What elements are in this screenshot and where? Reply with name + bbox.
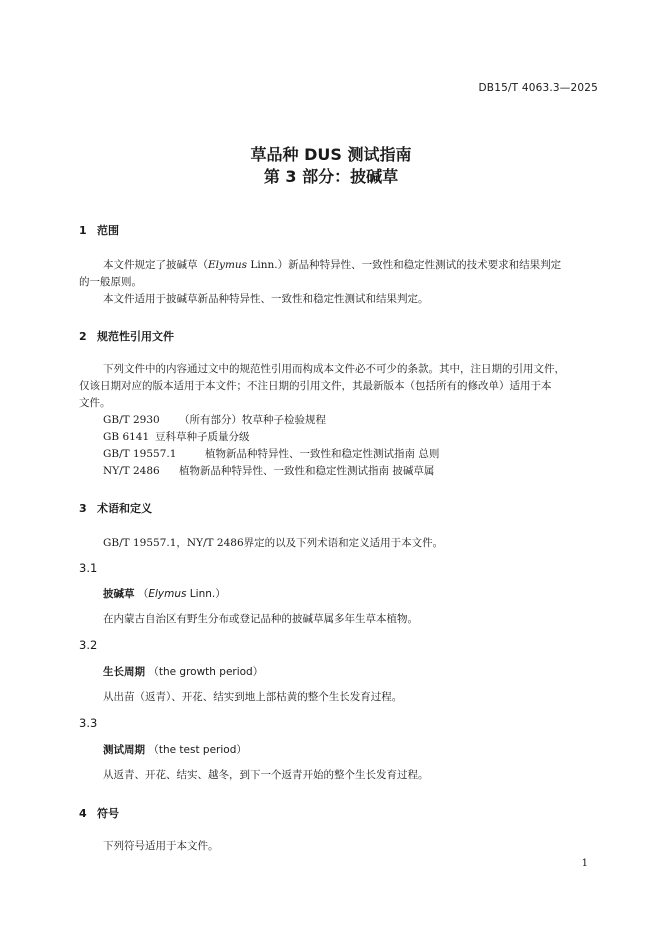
term-entry (103, 664, 263, 679)
latin-name: Elymus (148, 588, 187, 600)
term-entry (103, 586, 226, 601)
term-definition: 从返青、开花、结实、越冬，到下一个返青开始的整个生长发育过程。 (103, 769, 429, 781)
reference-code: NY/T 2486 (103, 465, 160, 477)
section-title: 术语和定义 (97, 502, 152, 515)
section-heading-normative-references (79, 328, 174, 344)
subclause-number: 3.2 (79, 638, 98, 652)
text-run: Linn.）新品种特异性、一致性和稳定性测试的技术要求和结果判定 (247, 259, 562, 271)
reference-title: 豆科草种子质量分级 (155, 431, 250, 443)
paragraph (103, 257, 561, 274)
document-code: DB15/T 4063.3—2025 (478, 82, 598, 94)
term-en-open: （ (134, 588, 149, 600)
term: 披碱草 (103, 588, 135, 600)
section-number: 3 (79, 502, 87, 515)
term: 测试周期 (103, 744, 145, 756)
section-heading-symbols (79, 805, 119, 821)
page-number: 1 (581, 858, 588, 869)
text-run: 本文件规定了披碱草（ (103, 259, 208, 271)
term-definition: 从出苗（返青）、开花、结实到地上部枯黄的整个生长发育过程。 (103, 691, 403, 703)
section-number: 1 (79, 224, 87, 237)
reference-title: 植物新品种特异性、一致性和稳定性测试指南 总则 (205, 448, 440, 460)
paragraph: 下列符号适用于本文件。 (103, 840, 219, 852)
term-entry (103, 742, 247, 757)
reference-code: GB/T 19557.1 (103, 448, 177, 460)
reference-title: （所有部分）牧草种子检验规程 (179, 414, 326, 426)
reference-title: 植物新品种特异性、一致性和稳定性测试指南 披碱草属 (179, 465, 435, 477)
reference-item (103, 463, 434, 480)
term-en: （the test period） (145, 744, 247, 756)
paragraph-continuation: 仅该日期对应的版本适用于本文件；不注日期的引用文件，其最新版本（包括所有的修改单）适用于本 (79, 380, 552, 392)
term-en-close: Linn.） (186, 588, 226, 600)
reference-item (103, 429, 250, 446)
latin-name: Elymus (208, 259, 248, 271)
section-heading-terms-definitions (79, 500, 152, 516)
paragraph: 下列文件中的内容通过文中的规范性引用而构成本文件必不可少的条款。其中，注日期的引用文件， (103, 363, 565, 375)
section-title: 符号 (97, 807, 119, 820)
document-subtitle: 第 3 部分：披碱草 (263, 167, 399, 186)
paragraph: 本文件适用于披碱草新品种特异性、一致性和稳定性测试和结果判定。 (103, 293, 429, 305)
term: 生长周期 (103, 666, 145, 678)
term-en: （the growth period） (145, 666, 264, 678)
document-title: 草品种 DUS 测试指南 (250, 145, 412, 164)
subclause-number: 3.1 (79, 561, 98, 575)
paragraph-continuation: 文件。 (79, 397, 111, 409)
reference-code: GB 6141 (103, 431, 150, 443)
reference-code: GB/T 2930 (103, 414, 160, 426)
reference-item (103, 412, 326, 429)
term-definition: 在内蒙古自治区有野生分布或登记品种的披碱草属多年生草本植物。 (103, 613, 418, 625)
paragraph: GB/T 19557.1，NY/T 2486界定的以及下列术语和定义适用于本文件。 (103, 537, 444, 549)
section-number: 4 (79, 807, 87, 820)
subclause-number: 3.3 (79, 716, 98, 730)
section-heading-scope (79, 222, 119, 238)
paragraph-continuation: 的一般原则。 (79, 276, 142, 288)
section-number: 2 (79, 330, 87, 343)
reference-item (103, 446, 439, 463)
section-title: 规范性引用文件 (97, 330, 174, 343)
section-title: 范围 (97, 224, 119, 237)
